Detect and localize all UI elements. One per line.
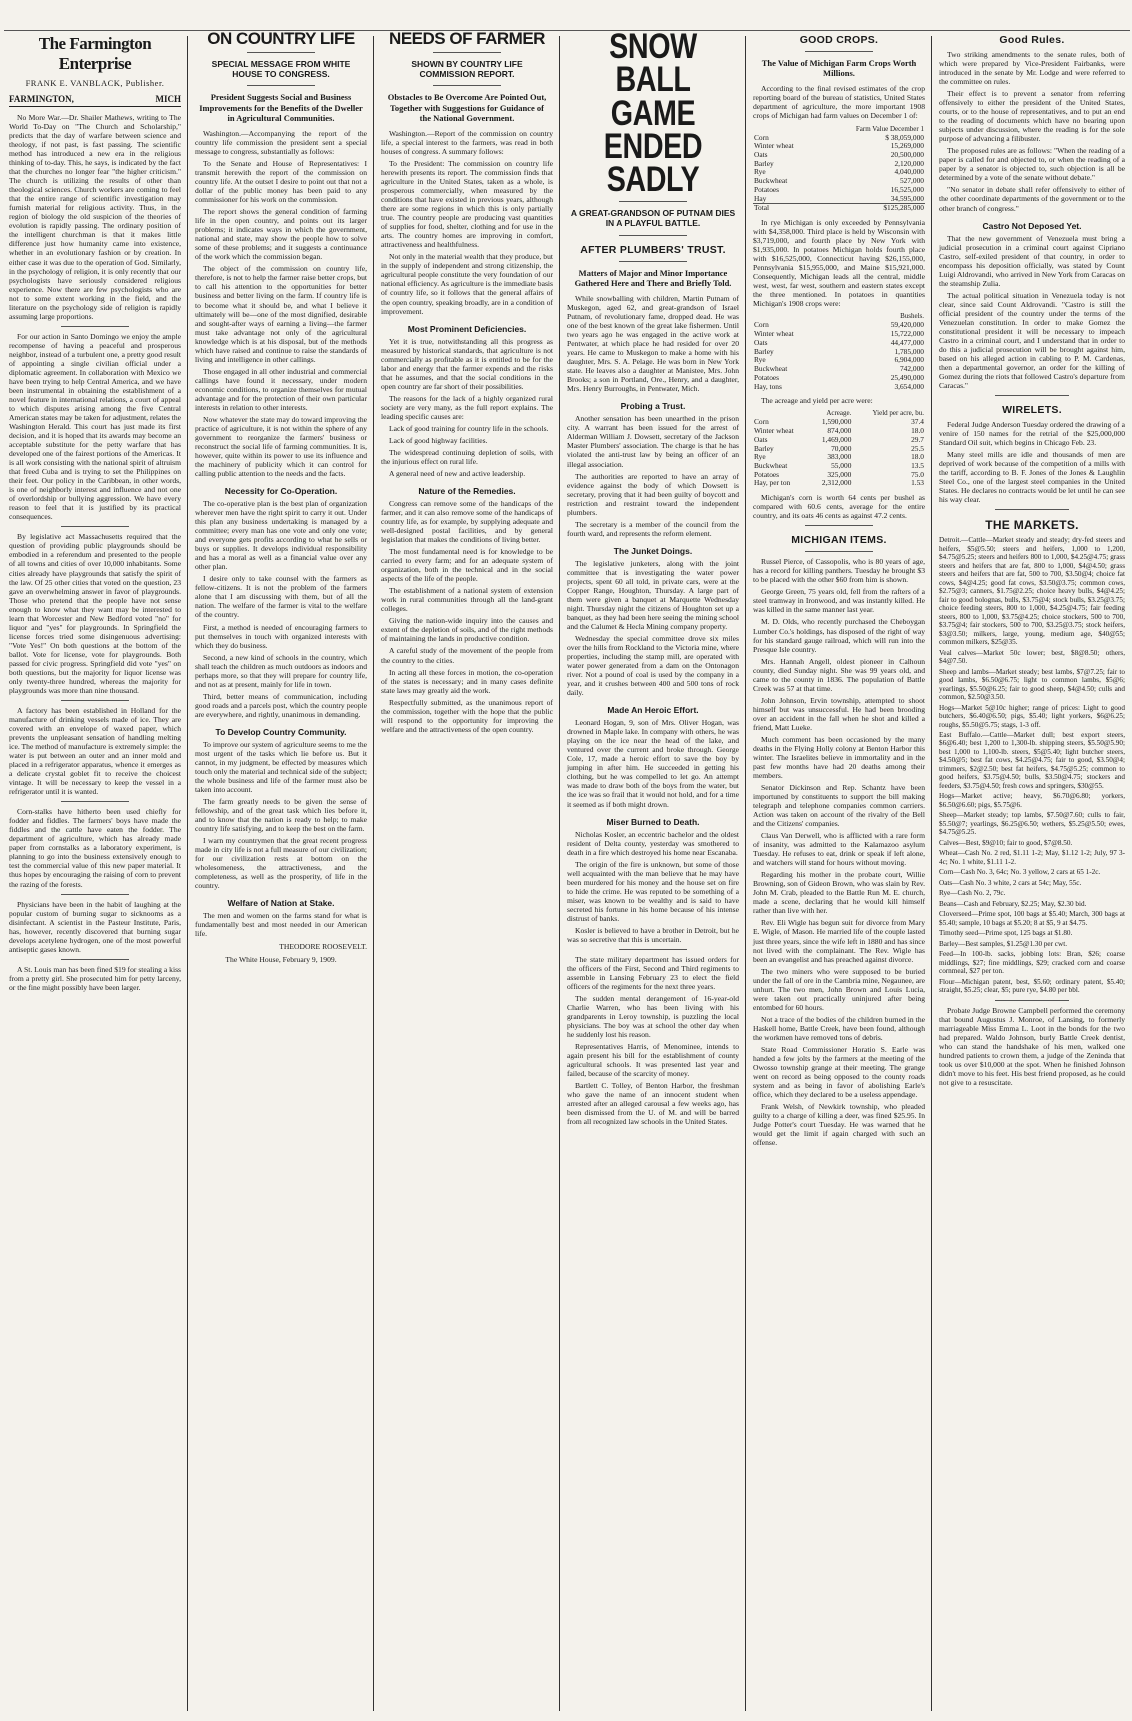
headline-wirelets: WIRELETS. xyxy=(1002,404,1062,417)
market-item: East Buffalo.—Cattle—Market dull; best export steers, $6@6.40; best 1,200 to 1,300-lb. shipping steers, $5.50@5.90; best 1,000 to 1,100-lb. steers, $5@5.40; light butcher steers, $4.50@5; best fat cows, $4.25@4.75; fair to good, $3.50@4; trimmers, $2@2.50; best fat heifers, $4.75@5.25; common to good heifers, $3.75@4.50; bulls, $3.50@4.75; stockers and feeders, $3.75@4.50; fresh cows and springers, $30@55. xyxy=(939,731,1125,790)
list-item: State Road Commissioner Horatio S. Earle was handed a few jolts by the farmers at the meeting of the Owosso township grange at their meeting. The grange went on record as being opposed to the county roads system and as being in favor of abolishing Earle's office, which they declared to be a useless appendage. xyxy=(753,1044,925,1100)
table-row: Oats 1,469,000 29.7 xyxy=(754,434,924,444)
column-3 xyxy=(376,30,558,1715)
article-paragraph: Lack of good training for country life in the schools. xyxy=(389,423,549,433)
article-paragraph: Not only in the material wealth that they produce, but in the supply of independent and strong citizenship, the agricultural people constitute the very foundation of our national efficiency. As agriculture is the immediate basis of country life, so it follows that the general affairs of the open country, speaking broadly, are in a condition of improvement. xyxy=(381,252,553,316)
article-paragraph: The object of the commission on country life, therefore, is not to help the farmer raise better crops, but to call his attention to the opportunities for better business and better living on the farm. If country life is to become what it should be, and what I believe it ultimately will be—one of the most dignified, desirable and sought-after ways of earning a living—the farmer must take advantage not only of the agricultural knowledge which is at his disposal, but of the methods which have raised and continue to raise the standards of living and intelligence in other callings. xyxy=(195,264,367,364)
article-paragraph: The co-operative plan is the best plan of organization wherever men have the right spirit to carry it out. Under this plan any business undertaking is managed by a committee; every man has one vote and only one vote; and everyone gets profits according to what he sells or buys or supplies. It develops individual responsibility and has a moral as well as a financial value over any other plan. xyxy=(195,499,367,572)
table-row: Corn 1,590,000 37.4 xyxy=(754,417,924,427)
table-row: Winter wheat 15,722,000 xyxy=(754,329,924,339)
market-item: Detroit.—Cattle—Market steady and steady; dry-fed steers and heifers, $5@5.50; steers and heifers, 1,000 to 1,200, $4.75@5.25; steers and heifers 800 to 1,000, $4.25@4.75; grass steers and heifers that are fat, 800 to 1,000, $4@4.50; grass steers and heifers that are fat, 500 to 700, $3.50@4; choice fat cows, $4@4.25; good fat cows, $3.50@3.75; common cows, $2.75@3; canners, $1.75@2.25; choice heavy bulls, $4@4.25; fair to good bolognas, bulls, $3.75@4; stock bulls, $3.25@3.75; choice feeding steers, 800 to 1,000, $4.25@4.75; fair feeding steers, 800 to 1,000, $3.75@4.25; choice stockers, 500 to 700, $3.75@4; fair stockers, 500 to 700, $3.25@3.75; stock heifers, $3@3.50; milkers, large, young, medium age, $40@55; common milkers, $25@35. xyxy=(939,536,1125,647)
article-paragraph: While snowballing with children, Martin Putnam of Muskegon, aged 62, and great-grandson of Israel Putnam, of revolutionary fame, dropped dead. He was one of the best known of the great lake fishermen. Until two years ago he was engaged in the active work at Pentwater, at which place he had resided for over 20 years. He came to Muskegon to make a home with his daughter, Mrs. S. A. Pelage. He was born in New York state. He leaves also a daughter at Manistee, Mrs. John Brooks; a son in Portland, Ore., Henry, and a daughter, Mrs. Henry Burroughs, in Pentwater, Mich. xyxy=(567,294,739,394)
market-item: Oats—Cash No. 3 white, 2 cars at 54c; May, 55c. xyxy=(939,878,1082,887)
article-paragraph: The authorities are reported to have an array of evidence against the body of which Dowsett is secretary, proving that it had been guilty of boycott and restriction and restraint toward the independent plumbers. xyxy=(567,471,739,517)
article-paragraph: The origin of the fire is unknown, but some of those well acquainted with the man believe that he may have been murdered for his money and the house set on fire to hide the crime. He was reputed to be something of a miser, was known to be wealthy and is said to have secreted his fortune in his home because of his intense distrust of banks. xyxy=(567,859,739,923)
table-header: Bushels. xyxy=(900,312,924,321)
table-row: Barley 2,120,000 xyxy=(754,158,924,168)
article-paragraph: The reasons for the lack of a highly organized rural society are very many, as the full report explains. The leading specific causes are: xyxy=(381,393,553,421)
markets-report xyxy=(939,536,1125,994)
headline-the-markets: THE MARKETS. xyxy=(985,518,1079,533)
market-item: Rye—Cash No. 2, 79c. xyxy=(939,889,1006,898)
headline-snow-ball-game: SNOW BALL GAME ENDED SADLY xyxy=(603,30,703,199)
list-item: The two miners who were supposed to be buried under the fall of ore in the Cambria mine, Negaunee, are unhurt. The two men, John Brown and Louis Lucia, were taken out practically uninjured after being entombed for 60 hours. xyxy=(753,966,925,1012)
article-paragraph: Kosler is believed to have a brother in Detroit, but he was so secretive that this is uncertain. xyxy=(567,925,739,944)
separator xyxy=(61,526,130,527)
article-paragraph: I warn my countrymen that the great recent progress made in city life is not a full measure of our civilization; for our civilization rests at bottom on the wholesomeness, the attractiveness, and the completeness, as well as the prosperity, of life in the country. xyxy=(195,836,367,891)
headline-plumbers-trust: AFTER PLUMBERS' TRUST. xyxy=(580,243,726,256)
table-row: Hay, per ton 2,312,000 1.53 xyxy=(754,478,924,488)
table-row: Potatoes 25,490,000 xyxy=(754,372,924,382)
article-paragraph: No More War.—Dr. Shailer Mathews, writing to The World To-Day on "The Church and Scholarship," predicts that the day of warfare between science and theology, if not past, is fast passing. The scientific method has introduced a new era in the religious thinking of to-day. This, he says, is indicated by the fact that the churches no longer fear "the higher criticism." The church is utilizing the results of other than theological sciences. Church workers are coming to feel that the entire range of scientific investigation may furnish material for religious activity. Thus, in the region of biology the old suspicion of the theories of evolution is rapidly passing. The ordinary position of the intelligent churchman is that it makes little difference just how humanity came into existence, whether in an evolutionary fashion or by creation. In either case it was due to the operation of God. Similarly, in the psychology of religion, it is only recently that our psychologists have seriously considered religious experience. Now there are few psychologists who are not to some extent working in the field, and the literature on the psychology side of religion is rapidly assuming large proportions. xyxy=(9,113,181,321)
article-paragraph: Wednesday the special committee drove six miles over the hills from Rockland to the Victoria mine, where properties, including the stamp mill, are operated with water power generated from a dam on the Ontonagon river. Not a pound of coal is used by the company in a year, and it crushes between 400 and 500 tons of rock daily. xyxy=(567,634,739,698)
subheading: Castro Not Deposed Yet. xyxy=(982,220,1082,231)
table-row: Corn 59,420,000 xyxy=(754,320,924,330)
article-paragraph: A careful study of the movement of the people from the country to the cities. xyxy=(381,646,553,665)
article-paragraph: Federal Judge Anderson Tuesday ordered the drawing of a venire of 150 names for the retrial of the $25,000,000 Standard Oil suit, which begins in Chicago Feb. 23. xyxy=(939,420,1125,448)
headline-subdek: President Suggests Social and Business Improvements for the Benefits of the Dweller in Agricultural Communities. xyxy=(199,92,363,123)
subheading: Necessity for Co-Operation. xyxy=(224,486,338,497)
list-item: Senator Dickinson and Rep. Schantz have been importuned by constituents to support the bill making telegraph and telephone companies common carriers. Action was taken on account of the rivalry of the Bell and the Citizens' companies. xyxy=(753,783,925,829)
market-item: Cloverseed—Prime spot, 100 bags at $5.40; March, 300 bags at $5.40; sample, 10 bags at $5.20; 8 at $5, 9 at $4.75. xyxy=(939,910,1125,927)
article-paragraph: The secretary is a member of the council from the fourth ward, and represents the reform element. xyxy=(567,519,739,538)
article-paragraph: A St. Louis man has been fined $19 for stealing a kiss from a pretty girl. She prosecuted him for petty larceny, or the fine might possibly have been larger. xyxy=(9,964,181,992)
column-rule xyxy=(931,36,932,1711)
list-item: Mrs. Hannah Angell, oldest pioneer in Calhoun county, died Sunday night. She was 99 years old, and came to the county in 1836. The population of Battle Creek was 57 at that time. xyxy=(753,656,925,693)
separator xyxy=(61,700,130,701)
headline-subdek: Obstacles to Be Overcome Are Pointed Out, Together with Suggestions for Guidance of the National Government. xyxy=(387,92,547,123)
article-paragraph: Washington.—Accompanying the report of the country life commission the president sent a special message to congress, substantially as follows: xyxy=(195,128,367,156)
column-rule xyxy=(559,36,560,1711)
article-paragraph: The acreage and yield per acre were: xyxy=(761,396,873,406)
subheading: Miser Burned to Death. xyxy=(606,816,700,827)
market-item: Calves—Best, $9@10; fair to good, $7@8.50. xyxy=(939,838,1073,847)
article-paragraph: Those engaged in all other industrial and commercial callings have found it necessary, under modern economic conditions, to organize themselves for mutual advantage and for the protection of their own particular interests in relation to other interests. xyxy=(195,366,367,412)
article-paragraph: Second, a new kind of schools in the country, which shall teach the children as much outdoors as indoors and perhaps more, so that they will prepare for country life, and not as at present, mainly for life in town. xyxy=(195,652,367,689)
table-row: Buckwheat 55,000 13.5 xyxy=(754,461,924,470)
masthead-title: The Farmington Enterprise xyxy=(38,34,152,73)
market-item: Feed—In 100-lb. sacks, jobbing lots: Bran, $26; coarse middlings, $27; fine middlings, $29; cracked corn and coarse cornmeal, $27 per ton. xyxy=(939,950,1125,976)
signature-place: The White House, February 9, 1909. xyxy=(225,955,337,965)
article-paragraph: Many steel mills are idle and thousands of men are deprived of work because of the competition of a mills with the tariff, according to B. F. Jones of the Jones & Laughlin Steel Co., one of the largest steel companies in the United States. He declares no contracts would be let until he can see his way clear. xyxy=(939,450,1125,505)
headline-michigan-items: MICHIGAN ITEMS. xyxy=(791,534,887,547)
market-item: Wheat—Cash No. 2 red, $1.11 1-2; May, $1.12 1-2; July, 97 3-4c; No. 1 white, $1.11 1-2. xyxy=(939,849,1125,866)
table-row: Oats 20,500,000 xyxy=(754,149,924,159)
table-row: Buckwheat 527,000 xyxy=(754,176,924,186)
table-row: Rye 6,904,000 xyxy=(754,355,924,365)
article-paragraph: Another sensation has been unearthed in the prison city. A warrant has been issued for the arrest of Alderman William J. Dowsett, secretary of the Jackson Master Plumbers' association. The charge is that he has violated the anti-trust law by being an officer of an illegal association. xyxy=(567,414,739,469)
headline-dek: A GREAT-GRANDSON OF PUTNAM DIES IN A PLAYFUL BATTLE. xyxy=(570,208,736,229)
table-header: Farm Value December 1 xyxy=(855,124,924,133)
list-item: John Johnson, Ervin township, attempted to shoot himself but was unsuccessful. He had been brooding over an accident in the fall when he shot and killed a friend, Matt Lueke. xyxy=(753,695,925,732)
headline-needs-of-farmer: NEEDS OF FARMER xyxy=(389,30,545,48)
article-paragraph: According to the final revised estimates of the crop reporting board of the bureau of statistics, United States department of agriculture, the more important 1908 crops of Michigan had farm values on December 1 of: xyxy=(753,84,925,121)
headline-dek: SHOWN BY COUNTRY LIFE COMMISSION REPORT. xyxy=(411,59,523,80)
dateline-state: MICH xyxy=(155,94,181,104)
column-6 xyxy=(934,30,1130,1715)
list-item: Much comment has been occasioned by the many deaths in the Flying Holly colony at Benton Harbor this winter. The Israelites believe in immortality and in the past few months have had 20 deaths among their members. xyxy=(753,734,925,780)
article-paragraph: A general need of new and active leadership. xyxy=(389,468,526,478)
article-paragraph: The sudden mental derangement of 16-year-old Charlie Warren, who has been living with his grandparents in Leroy township, is puzzling the local physicians. The boy was at school the other day when he suddenly lost his reason. xyxy=(567,994,739,1040)
headline-subdek: Matters of Major and Minor Importance Gathered Here and There and Briefly Told. xyxy=(574,267,732,288)
article-paragraph: To the President: The commission on country life herewith presents its report. The commission finds that agriculture in the United States, taken as a whole, is prosperous commercially, when measured by the conditions that have existed in previous years, although there are some regions in which this is only partially true. The country people are producing vast quantities of supplies for food, shelter, clothing and for use in the arts. The country homes are improving in comfort, attractiveness and healthfulness. xyxy=(381,159,553,250)
separator xyxy=(619,949,688,950)
article-paragraph: Leonard Hogan, 9, son of Mrs. Oliver Hogan, was drowned in Maple lake. In company with others, he was playing on the ice near the head of the lake, and ventured over the current and broke through. George Cole, 17, made a heroic effort to save the boy by jumping in after him. He succeeded in getting his clothing, but he was compelled to let go. An attempt was made to draw both of the boys from the water, but the ice was so frail that it would not hold, and for a time it seemed as if both might drown. xyxy=(567,718,739,809)
column-rule xyxy=(187,36,188,1711)
article-paragraph: To improve our system of agriculture seems to me the most urgent of the tasks which lie before us. But it cannot, in my judgment, be effected by measures which touch only the material and technical side of the subject; the whole business and life of the farmer must also be taken into account. xyxy=(195,739,367,794)
signature: THEODORE ROOSEVELT. xyxy=(279,942,367,952)
market-item: Sheep—Market steady; top lambs, $7.50@7.60; culls to fair, $5.50@7; yearlings, $6.25@6.50; wethers, $5.25@5.50; ewes, $4.75@5.25. xyxy=(939,811,1125,837)
article-paragraph: Probate Judge Browne Campbell performed the ceremony that bound Augustus J. Monroe, of Lansing, to formerly marriageable Miss Emma L. Loot in the bonds for the two had prepared. Waldo Johnson, burly Battle Creek dentist, who can stand the handshake of his men, walked one hundred patients to crown them, a judge of the Zeninda that took us over $10,000 at the spot. When he finished Johnson didn't move to his feet. His best friend proposed, as he could not give to a resuscitate. xyxy=(939,1005,1125,1087)
dateline-city: FARMINGTON, xyxy=(9,94,74,104)
article-paragraph: Their effect is to prevent a senator from referring offensively to either the president of the United States, courts, or to the house of representatives, and to put an end to the reading of documents which have no bearing upon subjects under discussion, where the reading is for the sole purpose of advancing a filibuster. xyxy=(939,89,1125,144)
article-paragraph: Two striking amendments to the senate rules, both of which were prepared by Vice-President Fairbanks, were introduced in the senate by Mr. Lodge and were referred to the committee on rules. xyxy=(939,50,1125,87)
article-paragraph: Washington.—Report of the commission on country life, a special interest to the farmers, was read in both houses of congress. A summary follows: xyxy=(381,128,553,156)
article-paragraph: In acting all these forces in motion, the co-operation of the states is necessary; and in many cases definite state laws may greatly aid the work. xyxy=(381,667,553,695)
separator xyxy=(61,894,130,895)
table-row: Oats 44,477,000 xyxy=(754,337,924,347)
separator xyxy=(805,525,874,526)
article-paragraph: The most fundamental need is for knowledge to be carried to every farm; and for an adequate system of organization, both in the technical and in the social aspects of the life of the people. xyxy=(381,547,553,584)
list-item: Rev. Eli Wigle has begun suit for divorce from Mary E. Wigle, of Mason. He married life of the couple lasted just three years, since the wife left in 1880 and has since not lived with the complainant. The Rev. Wigle has been an evangelist and has preached against divorce. xyxy=(753,918,925,964)
article-paragraph: The state military department has issued orders for the officers of the First, Second and Third regiments to assemble in Lansing February 23 to elect the field officers of the regiments for the next three years. xyxy=(567,954,739,991)
separator xyxy=(247,85,316,86)
column-5 xyxy=(748,30,930,1715)
table-row: Winter wheat 15,269,000 xyxy=(754,141,924,151)
column-1 xyxy=(4,30,186,1715)
table-row: Rye 383,000 18.0 xyxy=(754,452,924,462)
separator xyxy=(61,959,130,960)
separator xyxy=(433,85,502,86)
table-header: Yield per acre, bu. xyxy=(872,409,924,418)
article-paragraph: Nicholas Kosler, an eccentric bachelor and the oldest resident of Delta county, yesterday was smothered to death in a fire which destroyed his home near Escanaba. xyxy=(567,829,739,857)
separator xyxy=(61,801,130,802)
market-item: Barley—Best samples, $1.25@1.30 per cwt. xyxy=(939,939,1067,948)
table-total-row: Total $125,285,000 xyxy=(754,203,924,213)
headline-country-life: ON COUNTRY LIFE xyxy=(207,30,355,48)
list-item: Russel Pierce, of Cassopolis, who is 80 years of age, has a record for killing panthers. Tuesday he brought $3 to be placed with the other $60 from him is shown. xyxy=(753,557,925,585)
column-2 xyxy=(190,30,372,1715)
list-item: Not a trace of the bodies of the children burned in the Haskell home, Battle Creek, have been found, although the workmen have removed tons of debris. xyxy=(753,1014,925,1042)
article-paragraph: Respectfully submitted, as the unanimous report of the commission, together with the hope that the public will respond to the opportunity for improving the welfare and the attractiveness of the open country. xyxy=(381,697,553,734)
list-item: Frank Welsh, of Newkirk township, who pleaded guilty to a charge of killing a deer, was fined $25.95. In Judge Potter's court Tuesday. He was warned that he would get the limit if again charged with such an offense. xyxy=(753,1102,925,1148)
market-item: Flour—Michigan patent, best, $5.60; ordinary patent, $5.40; straight, $5.25; clear, $5; pure rye, $4.80 per bbl. xyxy=(939,977,1125,995)
bushels-table xyxy=(753,311,925,391)
headline-dek: SPECIAL MESSAGE FROM WHITE HOUSE TO CONGRESS. xyxy=(211,59,351,80)
article-paragraph: Congress can remove some of the handicaps of the farmer, and it can also remove some of the handicaps of country life, as for example, by supplying adequate and well-designed postal facilities, and by general legislation that makes the conditions of living better. xyxy=(381,499,553,545)
separator xyxy=(619,235,688,236)
market-item: Hogs—Market active; heavy, $6.70@6.80; yorkers, $6.50@6.60; pigs, $5.75@6. xyxy=(939,792,1125,809)
article-paragraph: Third, better means of communication, including good roads and a parcels post, which the country people are everywhere, and rightly, unanimous in demanding. xyxy=(195,691,367,719)
article-paragraph: Lack of good highway facilities. xyxy=(389,435,488,445)
table-row: Hay 34,595,000 xyxy=(754,193,924,203)
table-row: Potatoes 325,000 75.0 xyxy=(754,469,924,479)
separator xyxy=(995,395,1069,396)
article-paragraph: Physicians have been in the habit of laughing at the popular custom of burning sugar to sicknooms as a disinfectant. A scientist in the Pasteur Institute, Paris, has, however, recently discovered that burning sugar develops acetylene hydrogen, one of the most powerful antiseptic gases known. xyxy=(9,899,181,954)
article-paragraph: The men and women on the farms stand for what is fundamentally best and most needed in our American life. xyxy=(195,911,367,939)
article-paragraph: The farm greatly needs to be given the sense of fellowship, and of the great task which lies before it, and to know that the nation is ready to help; to make country life satisfying, and to keep the best on the farm. xyxy=(195,797,367,834)
market-item: Sheep and lambs—Market steady; best lambs, $7@7.25; fair to good lambs, $6.50@6.75; light to common lambs, $5@6; yearlings, $5.50@6.25; fair to good sheep, $4@4.50; culls and common, $2.50@3.50. xyxy=(939,667,1125,702)
subheading: Made An Heroic Effort. xyxy=(607,705,699,716)
column-4 xyxy=(562,30,744,1715)
table-row: Rye 4,040,000 xyxy=(754,167,924,177)
article-paragraph: The actual political situation in Venezuela today is not clear, since said Count Aldrovandi. "Castro is still the official president of the country under the terms of the Venezuelan constitution. In order to make Gomez the constitutional president it will be necessary to impeach Castro in a criminal court, and I understand that in order to do this a judicial prosecution will be brought against him, based on his alleged action in cabling to P. M. Cardenas, then a departmental governor, an order for the killing of Gomez during the riots that followed Castro's departure from Caracas." xyxy=(939,290,1125,391)
subheading: The Junket Doings. xyxy=(613,545,693,556)
article-paragraph: I desire only to take counsel with the farmers as fellow-citizens. It is not the problem of the farmers alone that I am discussing with them, but of all the nation. The welfare of the farmer is vital to the welfare of the country. xyxy=(195,574,367,620)
table-row: Winter wheat 874,000 18.0 xyxy=(754,426,924,436)
article-paragraph: Corn-stalks have hitherto been used chiefly for fodder and fiddles. The farmers' boys have made the fiddles and the cattle have eaten the fodder. The department of agriculture, which has already made paper from cornstalks as a laboratory experiment, is planning to go into the business extensively enough to test the commercial value of this new paper material. It thus hopes by encouraging the raising of corn to prevent the razing of the forests. xyxy=(9,807,181,889)
separator xyxy=(247,52,316,53)
market-item: Hogs—Market 5@10c higher; range of prices: Light to good butchers, $6.40@6.50; pigs, $5.40; light yorkers, $6@6.25; roughs, $5.50@5.75; stags, 1-3 off. xyxy=(939,703,1125,729)
list-item: Regarding his mother in the probate court, Willie Browning, son of Gideon Brown, who was slain by Rev. John M. Crab, pleaded to the Battle Run M. E. church, made a scene, declaring that he would kill himself rather than live with her. xyxy=(753,870,925,916)
headline-good-crops: GOOD CROPS. xyxy=(799,34,879,46)
article-paragraph: Now whatever the state may do toward improving the practice of agriculture, it is not within the sphere of any government to reorganize the farmers' business or reconstruct the social life of farming communities. It is, however, quite within its power to use its influence and the machinery of publicity which it can control for calling public attention to the needs and the facts. xyxy=(195,414,367,479)
separator xyxy=(995,1000,1069,1001)
table-row: Buckwheat 742,000 xyxy=(754,364,924,374)
list-item: Claus Van Derwell, who is afflicted with a rare form of insanity, was admitted to the Kalamazoo asylum Tuesday. He refuses to eat, drink or speak if left alone, and watchers will stand for hours without moving. xyxy=(753,831,925,868)
table-row: Potatoes 16,525,000 xyxy=(754,184,924,194)
acreage-table xyxy=(753,408,925,488)
column-rule xyxy=(373,36,374,1711)
subheading: Most Prominent Deficiencies. xyxy=(407,323,527,334)
column-rule xyxy=(745,36,746,1711)
table-row: Barley 1,785,000 xyxy=(754,346,924,356)
market-item: Beans—Cash and February, $2.25; May, $2.30 bid. xyxy=(939,899,1087,908)
farm-value-table xyxy=(753,124,925,214)
headline-good-rules: Good Rules. xyxy=(999,34,1065,46)
subheading: Nature of the Remedies. xyxy=(418,486,516,496)
article-paragraph: Representatives Harris, of Menominee, intends to again present his bill for the establishment of county agricultural schools. It was presented last year and failed, because of the scarcity of money. xyxy=(567,1042,739,1079)
list-item: M. D. Olds, who recently purchased the Cheboygan Lumber Co.'s holdings, has disposed of the right of way for his standard gauge railroad, which will run into the Presque Isle country. xyxy=(753,617,925,654)
table-row: Barley 70,000 25.5 xyxy=(754,443,924,453)
dateline xyxy=(9,94,181,107)
article-paragraph: A factory has been established in Holland for the manufacture of drinking vessels made of ice. They are covered with an envelope of waxed paper, which prevents the unpleasant sensation of handling melting ice. The method of manufacture is extremely simple: the water is put between an outer and an inner mold and placed in a refrigerator apparatus, whence it emerges as a delicate crystal goblet fit to receive the choicest vintage. It will be necessary to keep the vessel in a refrigerator until it is wanted. xyxy=(9,705,181,797)
separator xyxy=(995,509,1069,510)
article-paragraph: The report shows the general condition of farming life in the open country, and points out its larger problems; it indicates ways in which the government, national and state, may show the people how to solve some of these problems; and it suggests a continuance of the work which the commission began. xyxy=(195,207,367,262)
subheading: Probing a Trust. xyxy=(620,401,686,412)
article-paragraph: The proposed rules are as follows: "When the reading of a paper is called for and objected to, or when the reading of a paper by a senator is objected to, such objection is all be determined by a vote of the senate without debate." xyxy=(939,146,1125,183)
market-item: Veal calves—Market 50c lower; best, $8@8.50; others, $4@7.50. xyxy=(939,648,1125,666)
article-paragraph: First, a method is needed of encouraging farmers to put themselves in touch with organized interests with which they do business. xyxy=(195,622,367,650)
table-header: Acreage. xyxy=(826,409,852,418)
separator xyxy=(61,326,130,327)
article-paragraph: To the Senate and House of Representatives: I transmit herewith the report of the commission on country life. At the outset I desire to point out that not a dollar of the public money has been paid to any commissioner for his work on the commission. xyxy=(195,159,367,205)
headline-subdek: The Value of Michigan Farm Crops Worth Millions. xyxy=(761,58,917,79)
separator xyxy=(805,51,874,52)
separator xyxy=(805,551,874,552)
article-paragraph: The legislative junketers, along with the joint committee that is investigating the water power projects, spent 60 all told, in private cars, were at the Copper Range, Houghton, Thursday. A large part of them were given a banquet at Marquette Wednesday night. Thursday night the citizens of Houghton set up a banquet, as they had been here seeing the mining school and the Calumet & Hecla Mining company property. xyxy=(567,558,739,631)
subheading: Welfare of Nation at Stake. xyxy=(227,898,335,909)
separator xyxy=(433,52,502,53)
table-row: Corn $ 38,059,000 xyxy=(754,132,924,142)
subheading: To Develop Country Community. xyxy=(215,726,347,737)
article-paragraph: By legislative act Massachusetts required that the question of providing public playgrounds should be embodied in a referendum and presented to the people of all towns and cities of over 10,000 inhabitants. Some cities already have playgrounds that satisfy the spirit of the law. Of 25 other cities that voted on the question, 23 gave an overwhelming answer in favor of playgrounds. Those who pretend that the people have not sense enough to know what they want may be interested to learn that Worcester and New Bedford voted "no" for liquor and "yes" for playgrounds. In Springfield the license forces tried some disingenuous advertising: "Vote Yes!" On both questions at the bottom of the ballot. Vote for license, vote for playgrounds. Both passed for civic progress. Springfield did vote "yes" on both questions, but the majority for liquor license was only twenty-three hundred, whereas the majority for playgrounds was more than nine thousand. xyxy=(9,532,181,695)
article-paragraph: For our action in Santo Domingo we enjoy the ample recompense of having a peaceful and prosperous neighbor, instead of a turbulent one, a pretty good result of appointing a single civilian official under a diplomatic agreement. In collaboration with Mexico we have been trying to help Central America, and we have been instrumental in obtaining the establishment of a novel feature in international relations, a court of appeal to which disputes arising among the five Central American states may be taken for adjustment, relates the Washington Herald. This court has just made its first decision, and it is hoped that its awards may become an acceptable substitute for the petty warfare that has developed one of the fairest portions of the Americas. It is all work consisting with the national spirit of altruism that freed Cuba and is trying to set the Philippines on their feet. Our policy in the Caribbean, in other words, is one of neighborly interest and influence and not one of overlordship or bullying aggression. We have every reason to feel that it is justified by its practical consequences. xyxy=(9,331,181,522)
article-paragraph: Michigan's corn is worth 64 cents per bushel as compared with 60.6 cents, average for the entire country, and its oats 46 cents as against 47.2 cents. xyxy=(753,493,925,521)
market-item: Corn—Cash No. 3, 64c; No. 3 yellow, 2 cars at 65 1-2c. xyxy=(939,868,1101,877)
article-paragraph: That the new government of Venezuela must bring a judicial prosecution in a criminal court against Cipriano Castro, self-exiled president of that country, in order to encompass his deposition officially, was stated by Count Luigi Aldrovandi, who arrived in New York from Caracas on the steamship Zulia. xyxy=(939,233,1125,288)
article-paragraph: Bartlett C. Tolley, of Benton Harbor, the freshman who gave the name of an innocent student when arrested after an alleged carousal a few weeks ago, has been dismissed from the U. of M. and will be barred from all recognized law schools in the United States. xyxy=(567,1081,739,1127)
publisher-line: FRANK E. VANBLACK, Publisher. xyxy=(25,78,165,88)
article-paragraph: Giving the nation-wide inquiry into the causes and extent of the depletion of soils, and of the right methods of maintaining the lands in productive condition. xyxy=(381,616,553,644)
market-item: Timothy seed—Prime spot, 125 bags at $1.80. xyxy=(939,929,1073,938)
table-row: Hay, tons 3,654,000 xyxy=(754,381,924,391)
separator xyxy=(619,201,688,202)
article-paragraph: "No senator in debate shall refer offensively to either of the other coordinate departments of the government or to the other branch of congress." xyxy=(939,185,1125,213)
separator xyxy=(619,261,688,262)
article-paragraph: The widespread continuing depletion of soils, with the injurious effect on rural life. xyxy=(381,447,553,466)
article-paragraph: The establishment of a national system of extension work in rural communities through all the land-grant colleges. xyxy=(381,586,553,614)
article-paragraph: In rye Michigan is only exceeded by Pennsylvania with $4,358,000. Third place is held by Wisconsin with $3,719,000, and fourth place by New York with $1,935,000. In potatoes Michigan holds fourth place with $16,525,000, Connecticut having $26,155,000, Pennsylvania $15,955,000, and Maine $15,921,000. Consequently, Michigan leads all the central, middle west, west, far west, southern and eastern states except the three mentioned. In potatoes in quantities Michigan's 1908 crops were: xyxy=(753,218,925,309)
article-paragraph: Yet it is true, notwithstanding all this progress as measured by historical standards, that agriculture is not commercially as profitable as it is entitled to be for the labor and energy that the farmer expends and the risks that he assumes, and that the social conditions in the open country are far short of their possibilities. xyxy=(381,336,553,391)
list-item: George Green, 75 years old, fell from the rafters of a steel tramway in Ironwood, and was instantly killed. He was killed in the same manner last year. xyxy=(753,587,925,615)
